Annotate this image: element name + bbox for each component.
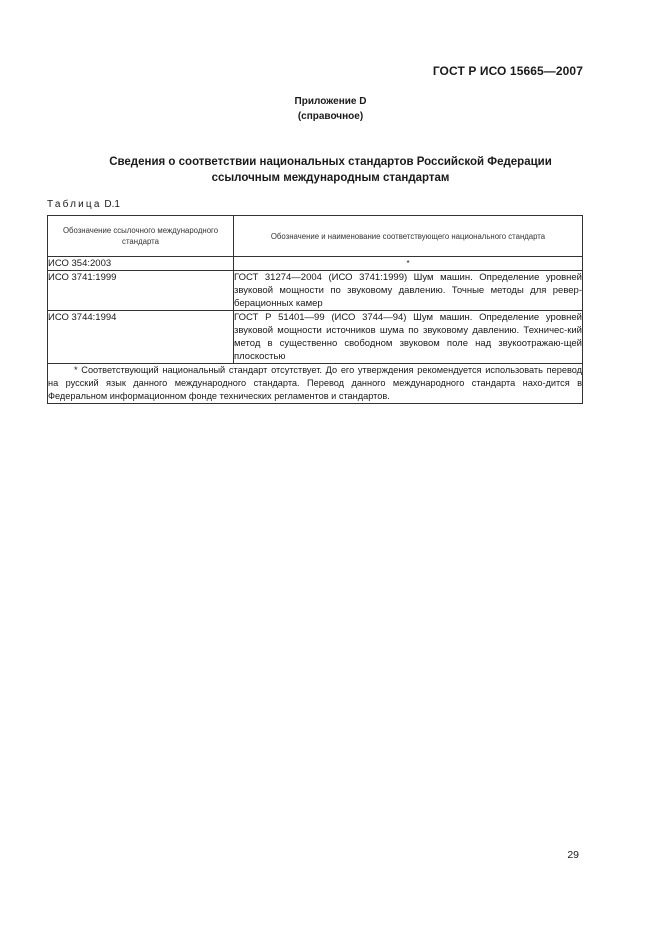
table-label: [47, 199, 120, 210]
table-label-number: D.1: [104, 199, 120, 210]
header-national-standard: Обозначение и наименование соответствующего национального стандарта: [234, 216, 583, 257]
table-label-word: Таблица: [47, 199, 102, 210]
correspondence-table: [47, 215, 583, 404]
table-row: [48, 271, 583, 311]
table-row: [48, 257, 583, 271]
header-ref-standard: Обозначение ссылочного международного стандарта: [48, 216, 234, 257]
ref-standard-cell: ИСО 354:2003: [48, 257, 234, 271]
document-code: ГОСТ Р ИСО 15665—2007: [432, 64, 583, 78]
national-standard-cell: ГОСТ Р 51401—99 (ИСО 3744—94) Шум машин. Определение уровней звуковой мощности источников шума по звуковому давлению. Техничес-кий метод в существенно свободном звуковом поле над звукоотражаю-щей плоскостью: [234, 312, 582, 362]
section-title-line-1: Сведения о соответствии национальных стандартов Российской Федерации: [109, 156, 552, 168]
national-standard-cell: ГОСТ 31274—2004 (ИСО 3741:1999) Шум машин. Определение уровней звуковой мощности по звуковому давлению. Точные методы для ревер-берационных камер: [234, 272, 582, 309]
page-number: 29: [567, 849, 579, 861]
table-footnote-row: [48, 364, 583, 404]
appendix-type: (справочное): [297, 111, 364, 122]
section-title-line-2: ссылочным международным стандартам: [211, 172, 450, 184]
section-title: [40, 154, 621, 186]
table-row: [48, 311, 583, 364]
table-footnote-text: * Соответствующий национальный стандарт отсутствует. До его утверждения рекомендуется использовать перевод на русский язык данного международного стандарта. Перевод данного международного стандарта нахо-дится в Федеральном информационном фонде технических регламентов и стандартов.: [48, 365, 582, 401]
ref-standard-cell: ИСО 3744:1994: [48, 311, 234, 364]
table-footnote: [48, 364, 583, 404]
table-header-row: [48, 216, 583, 257]
ref-standard-cell: ИСО 3741:1999: [48, 271, 234, 311]
appendix-label: Приложение D: [294, 96, 367, 107]
appendix-heading: [0, 94, 661, 124]
national-standard-cell: *: [234, 257, 583, 271]
